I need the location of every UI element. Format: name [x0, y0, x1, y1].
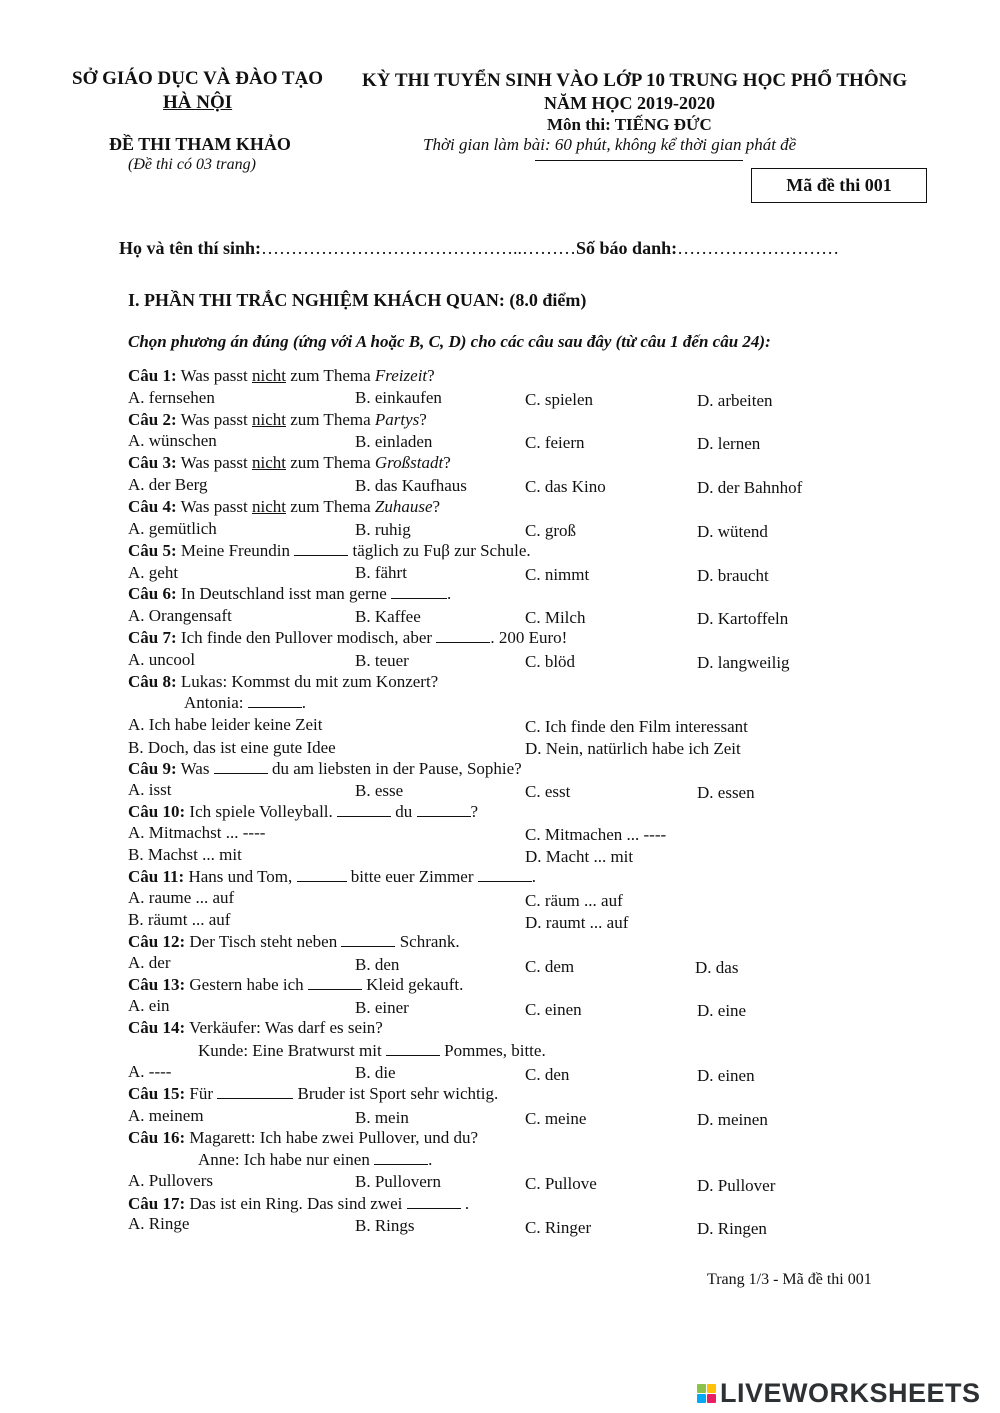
option-c[interactable]: C. einen [525, 1000, 582, 1019]
option-a[interactable]: A. Mitmachst ... ---- [128, 823, 266, 842]
option-d[interactable]: D. braucht [697, 566, 769, 585]
option-b[interactable]: B. den [355, 955, 400, 974]
option-c[interactable]: C. das Kino [525, 477, 606, 496]
answer-blank[interactable] [248, 693, 302, 708]
question-16: Câu 16: Magarett: Ich habe zwei Pullover, und du? [128, 1128, 479, 1147]
option-c[interactable]: C. meine [525, 1109, 587, 1128]
answer-blank[interactable] [386, 1041, 440, 1056]
question-13: Câu 13: Gestern habe ich Kleid gekauft. [128, 975, 464, 994]
option-b[interactable]: B. Rings [355, 1216, 415, 1235]
answer-blank[interactable] [294, 541, 348, 556]
option-b[interactable]: B. einkaufen [355, 388, 442, 407]
option-a[interactable]: A. ---- [128, 1062, 172, 1081]
option-d[interactable]: D. Pullover [697, 1176, 776, 1195]
option-a[interactable]: A. Ringe [128, 1214, 190, 1233]
option-a[interactable]: A. Ich habe leider keine Zeit [128, 715, 323, 734]
option-d[interactable]: D. arbeiten [697, 391, 773, 410]
option-d[interactable]: D. wütend [697, 522, 768, 541]
answer-blank[interactable] [417, 802, 471, 817]
answer-blank[interactable] [297, 867, 347, 882]
candidate-id-label: Số báo danh: [576, 238, 678, 258]
question-17: Câu 17: Das ist ein Ring. Das sind zwei . [128, 1194, 470, 1213]
answer-blank[interactable] [308, 975, 362, 990]
page-footer: Trang 1/3 - Mã đề thi 001 [707, 1271, 872, 1288]
option-d[interactable]: D. eine [697, 1001, 747, 1020]
option-b[interactable]: B. ruhig [355, 520, 411, 539]
department-title: SỞ GIÁO DỤC VÀ ĐÀO TẠO [72, 68, 324, 89]
question-15: Câu 15: Für Bruder ist Sport sehr wichtig. [128, 1084, 499, 1103]
candidate-info-line [119, 238, 839, 259]
option-c[interactable]: C. blöd [525, 652, 576, 671]
option-d[interactable]: D. einen [697, 1066, 755, 1085]
header-rule [535, 160, 743, 161]
option-c[interactable]: C. den [525, 1065, 570, 1084]
option-a[interactable]: A. Orangensaft [128, 606, 232, 625]
section-title: I. PHẦN THI TRẮC NGHIỆM KHÁCH QUAN: (8.0 điểm) [128, 290, 587, 310]
option-b[interactable]: B. fährt [355, 563, 407, 582]
option-a[interactable]: A. der [128, 953, 171, 972]
answer-blank[interactable] [436, 628, 490, 643]
option-b[interactable]: B. teuer [355, 651, 409, 670]
school-year: NĂM HỌC 2019-2020 [544, 93, 715, 113]
question-14-line-2: Kunde: Eine Bratwurst mit Pommes, bitte. [198, 1041, 546, 1060]
option-b[interactable]: B. Doch, das ist eine gute Idee [128, 738, 336, 757]
answer-blank[interactable] [337, 802, 391, 817]
option-b[interactable]: B. Machst ... mit [128, 845, 242, 864]
option-a[interactable]: A. uncool [128, 650, 196, 669]
question-2: Câu 2: Was passt nicht zum Thema Partys? [128, 410, 427, 429]
question-9: Câu 9: Was du am liebsten in der Pause, Sophie? [128, 759, 522, 778]
option-a[interactable]: A. Pullovers [128, 1171, 213, 1190]
option-c[interactable]: C. Pullove [525, 1174, 597, 1193]
exam-title: KỲ THI TUYỂN SINH VÀO LỚP 10 TRUNG HỌC PHỔ THÔNG [362, 70, 908, 91]
option-d[interactable]: D. raumt ... auf [525, 913, 629, 932]
option-a[interactable]: A. der Berg [128, 475, 208, 494]
pages-note: (Đề thi có 03 trang) [128, 156, 256, 173]
candidate-name-field[interactable]: ……………………………………..……… [261, 238, 577, 258]
time-note: Thời gian làm bài: 60 phút, không kể thời gian phát đề [423, 135, 797, 154]
reference-exam-label: ĐỀ THI THAM KHẢO [109, 134, 291, 154]
option-b[interactable]: B. mein [355, 1108, 409, 1127]
question-11: Câu 11: Hans und Tom, bitte euer Zimmer . [128, 867, 537, 886]
question-12: Câu 12: Der Tisch steht neben Schrank. [128, 932, 460, 951]
section-instruction: Chọn phương án đúng (ứng với A hoặc B, C, D) cho các câu sau đây (từ câu 1 đến câu 24): [128, 332, 771, 351]
option-d[interactable]: D. der Bahnhof [697, 478, 803, 497]
option-d[interactable]: D. Nein, natürlich habe ich Zeit [525, 739, 741, 758]
option-c[interactable]: C. esst [525, 782, 571, 801]
option-c[interactable]: C. dem [525, 957, 575, 976]
option-b[interactable]: B. Kaffee [355, 607, 421, 626]
option-d[interactable]: D. Kartoffeln [697, 609, 789, 628]
option-b[interactable]: B. das Kaufhaus [355, 476, 467, 495]
question-8: Câu 8: Lukas: Kommst du mit zum Konzert? [128, 672, 439, 691]
subject-line: Môn thi: TIẾNG ĐỨC [547, 115, 712, 134]
option-a[interactable]: A. raume ... auf [128, 888, 235, 907]
question-10: Câu 10: Ich spiele Volleyball. du ? [128, 802, 479, 821]
option-d[interactable]: D. Macht ... mit [525, 847, 634, 866]
liveworksheets-logo[interactable] [697, 1378, 981, 1409]
option-c[interactable]: C. Ringer [525, 1218, 592, 1237]
option-c[interactable]: C. Mitmachen ... ---- [525, 825, 667, 844]
option-a[interactable]: A. geht [128, 563, 179, 582]
option-b[interactable]: B. einer [355, 998, 409, 1017]
option-b[interactable]: B. einladen [355, 432, 433, 451]
option-b[interactable]: B. esse [355, 781, 404, 800]
option-b[interactable]: B. Pullovern [355, 1172, 441, 1191]
option-a[interactable]: A. meinem [128, 1106, 204, 1125]
answer-blank[interactable] [391, 584, 447, 599]
question-14: Câu 14: Verkäufer: Was darf es sein? [128, 1018, 383, 1037]
candidate-name-label: Họ và tên thí sinh: [119, 238, 262, 258]
question-8-line-2: Antonia: . [184, 693, 306, 712]
exam-code: Mã đề thi 001 [786, 175, 892, 195]
option-a[interactable]: A. isst [128, 780, 172, 799]
question-label: Câu 1: [128, 366, 177, 385]
option-d[interactable]: D. lernen [697, 434, 761, 453]
exam-code-box [751, 168, 927, 203]
option-a[interactable]: A. gemütlich [128, 519, 217, 538]
option-a[interactable]: A. fernsehen [128, 388, 215, 407]
answer-blank[interactable] [407, 1194, 461, 1209]
option-c[interactable]: C. Milch [525, 608, 586, 627]
answer-blank[interactable] [214, 759, 268, 774]
option-c[interactable]: C. feiern [525, 433, 585, 452]
question-4: Câu 4: Was passt nicht zum Thema Zuhause? [128, 497, 441, 516]
department-city: HÀ NỘI [163, 92, 233, 113]
answer-blank[interactable] [341, 932, 395, 947]
answer-blank[interactable] [478, 867, 532, 882]
question-6: Câu 6: In Deutschland isst man gerne . [128, 584, 452, 603]
option-c[interactable]: C. räum ... auf [525, 891, 623, 910]
liveworksheets-wordmark: LIVEWORKSHEETS [720, 1378, 981, 1408]
question-7: Câu 7: Ich finde den Pullover modisch, aber . 200 Euro! [128, 628, 568, 647]
option-c[interactable]: C. Ich finde den Film interessant [525, 717, 748, 736]
candidate-id-field[interactable]: ……………………… [677, 238, 840, 258]
option-d[interactable]: D. das [695, 958, 739, 977]
option-b[interactable]: B. räumt ... auf [128, 910, 231, 929]
option-a[interactable]: A. ein [128, 996, 170, 1015]
option-b[interactable]: B. die [355, 1063, 396, 1082]
option-c[interactable]: C. groß [525, 521, 576, 540]
question-1: Câu 1: Was passt nicht zum Thema Freizeit? [128, 366, 435, 385]
option-c[interactable]: C. nimmt [525, 565, 590, 584]
answer-blank[interactable] [217, 1084, 293, 1099]
option-c[interactable]: C. spielen [525, 390, 593, 409]
option-d[interactable]: D. meinen [697, 1110, 768, 1129]
answer-blank[interactable] [374, 1150, 428, 1165]
liveworksheets-icon [697, 1384, 716, 1403]
question-3: Câu 3: Was passt nicht zum Thema Großstadt? [128, 453, 451, 472]
question-16-line-2: Anne: Ich habe nur einen . [198, 1150, 433, 1169]
option-a[interactable]: A. wünschen [128, 431, 217, 450]
question-5: Câu 5: Meine Freundin täglich zu Fuβ zur Schule. [128, 541, 531, 560]
option-d[interactable]: D. essen [697, 783, 755, 802]
option-d[interactable]: D. langweilig [697, 653, 790, 672]
option-d[interactable]: D. Ringen [697, 1219, 767, 1238]
